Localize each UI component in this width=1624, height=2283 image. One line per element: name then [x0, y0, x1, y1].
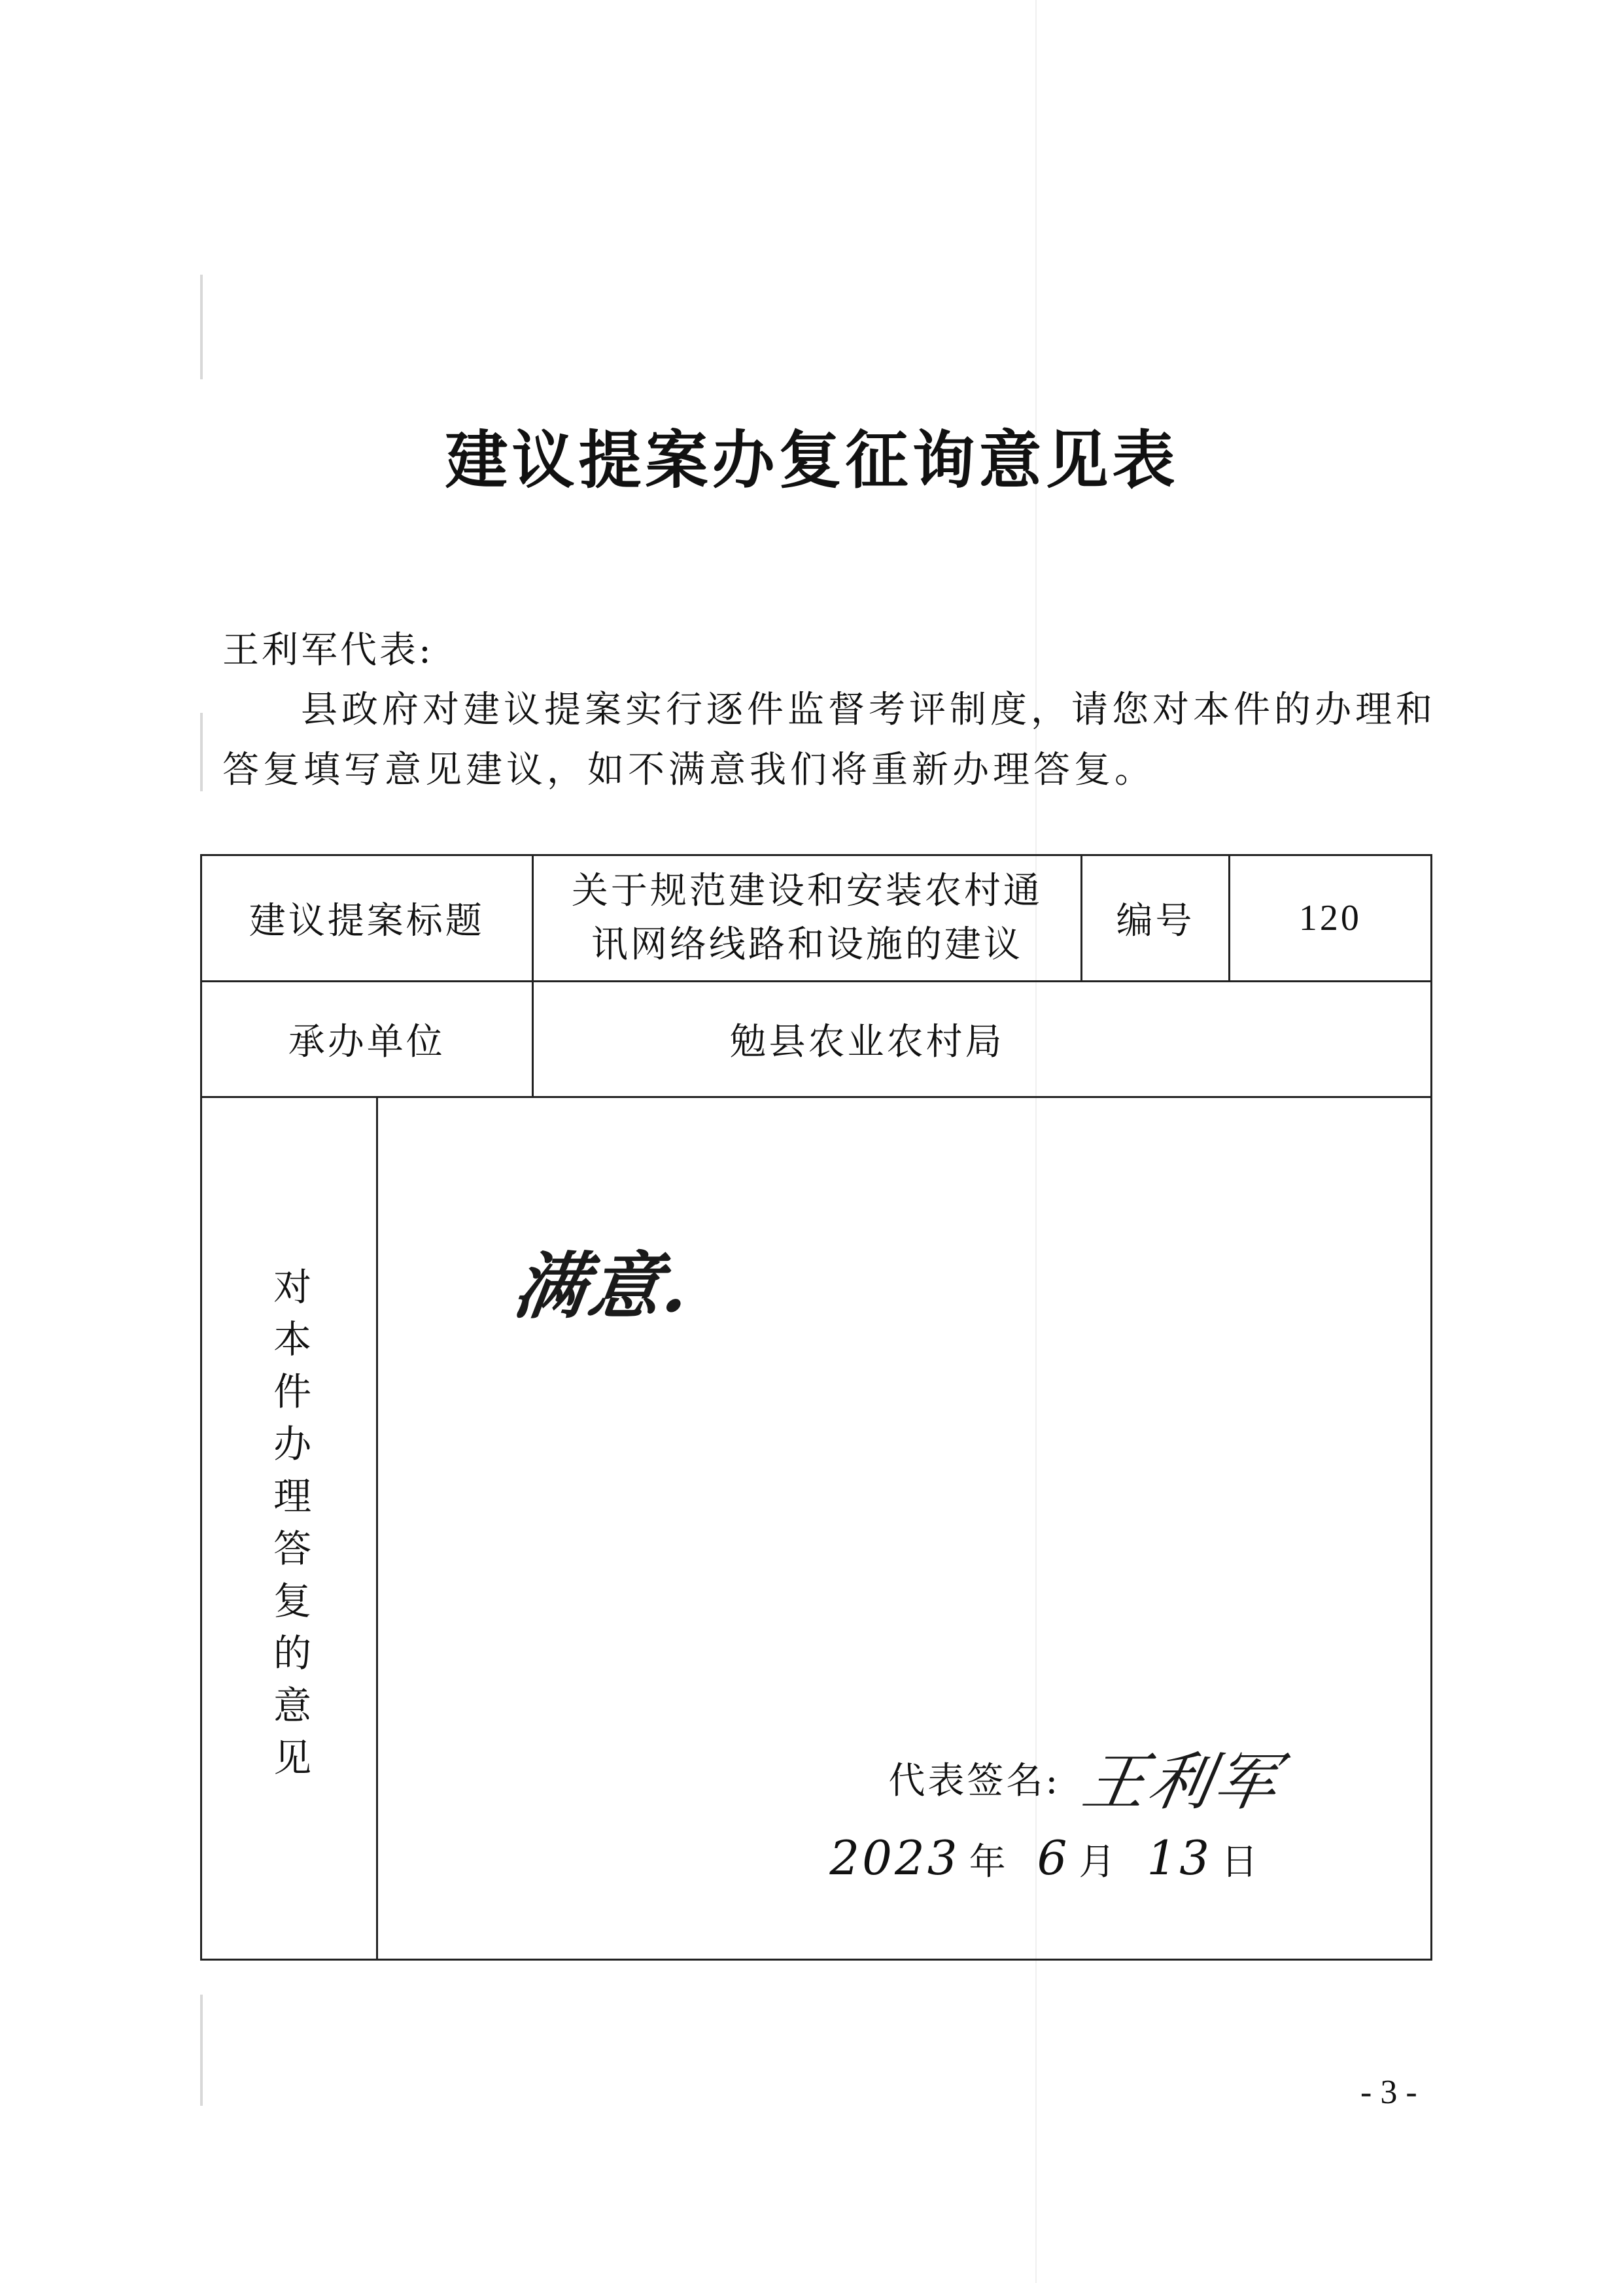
date-month: 6	[1037, 1830, 1070, 1885]
date-year: 2023	[829, 1830, 960, 1885]
date-year-suffix: 年	[969, 1841, 1009, 1883]
salutation: 王利军代表:	[222, 629, 434, 672]
handwritten-signature: 王利军	[1077, 1745, 1287, 1819]
number-value: 120	[1229, 855, 1431, 982]
opinion-form-table	[200, 854, 1432, 1961]
title-label: 建议提案标题	[201, 855, 533, 982]
page-number: - 3 -	[1360, 2074, 1417, 2111]
page-title: 建议提案办复征询意见表	[445, 424, 1179, 497]
form-row-title	[201, 855, 1432, 982]
signature-label: 代表签名:	[888, 1760, 1061, 1802]
opinion-label-cell	[201, 1097, 377, 1960]
scan-edge-mark	[200, 1995, 203, 2106]
form-row-unit	[201, 982, 1432, 1097]
date-day: 13	[1147, 1830, 1213, 1885]
date-day-suffix: 日	[1221, 1841, 1261, 1883]
title-value	[532, 855, 1082, 982]
intro-paragraph: 县政府对建议提案实行逐件监督考评制度，请您对本件的办理和答复填写意见建议，如不满意我们将重新办理答复。	[222, 689, 1436, 791]
form-row-opinion	[201, 1097, 1432, 1960]
opinion-content-cell	[377, 1097, 1432, 1960]
handwritten-opinion: 满意.	[509, 1244, 698, 1328]
opinion-label: 对本件办理答复的意见	[267, 1267, 312, 1790]
unit-label: 承办单位	[201, 982, 533, 1097]
number-label: 编号	[1082, 855, 1229, 982]
signature-date	[829, 1830, 1260, 1885]
date-month-suffix: 月	[1079, 1841, 1118, 1883]
scan-edge-mark	[200, 275, 203, 379]
title-value-text: 关于规范建设和安装农村通讯网络线路和设施的建议	[571, 870, 1043, 966]
unit-value: 勉县农业农村局	[532, 982, 1431, 1097]
scan-edge-mark	[200, 713, 203, 791]
